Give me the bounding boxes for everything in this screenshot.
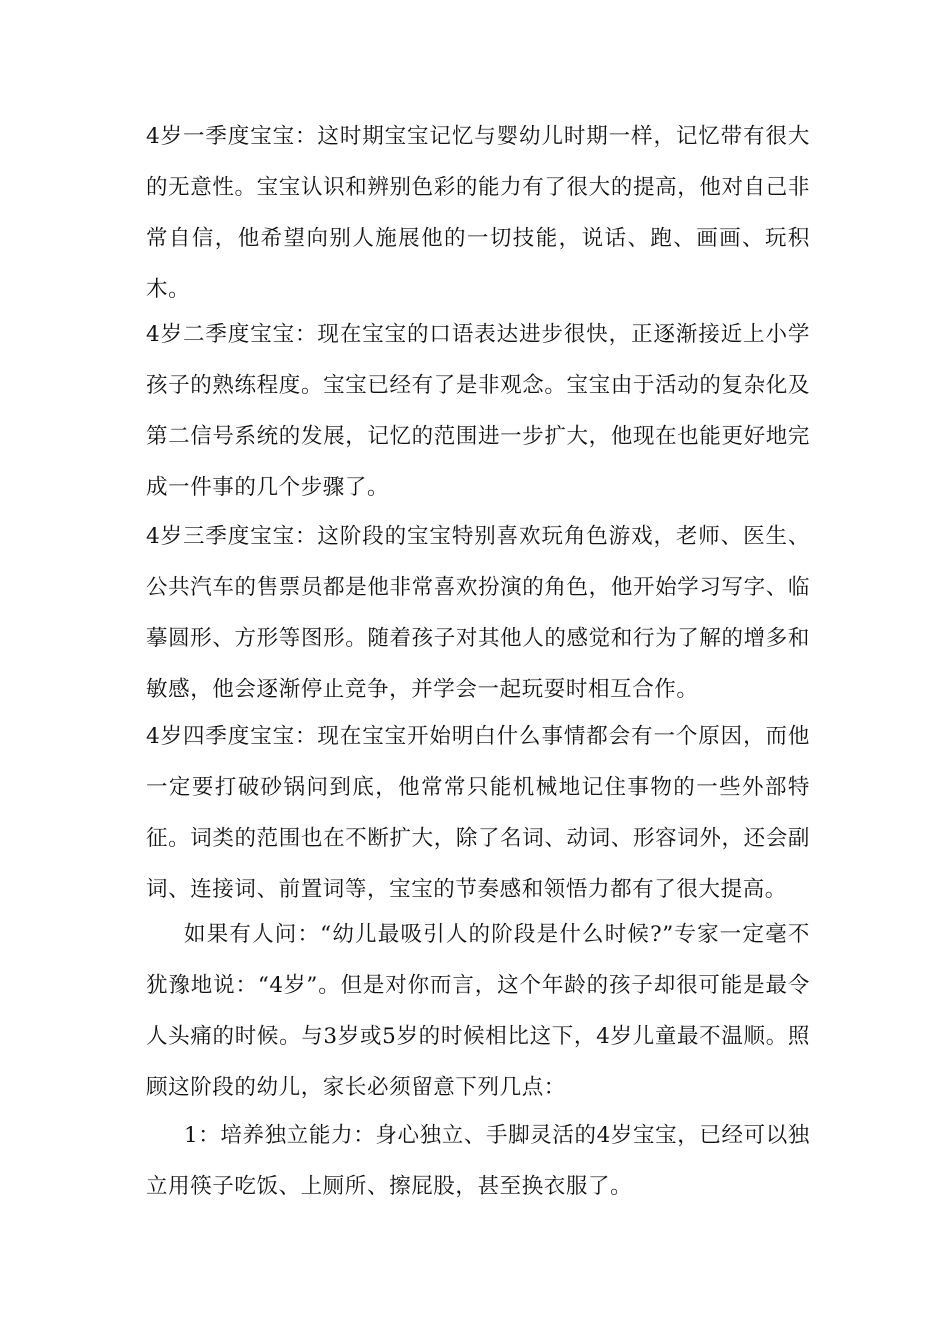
paragraph-age4-q3: 4岁三季度宝宝：这阶段的宝宝特别喜欢玩角色游戏，老师、医生、公共汽车的售票员都是他非常喜欢扮演的角色，他开始学习写字、临摹圆形、方形等图形。随着孩子对其他人的感觉和行为了解的增多和敏感，他会逐渐停止竞争，并学会一起玩耍时相互合作。 [146,524,810,702]
paragraph-intro-parenting: 如果有人问：“幼儿最吸引人的阶段是什么时候?”专家一定毫不犹豫地说：“4岁”。但是对你而言，这个年龄的孩子却很可能是最令人头痛的时候。与3岁或5岁的时候相比这下，4岁儿童最不温顺。照顾这阶段的幼儿，家长必须留意下列几点： [146,922,810,1100]
paragraph-age4-q2: 4岁二季度宝宝：现在宝宝的口语表达进步很快，正逐渐接近上小学孩子的熟练程度。宝宝已经有了是非观念。宝宝由于活动的复杂化及第二信号系统的发展，记忆的范围进一步扩大，他现在也能更好地完成一件事的几个步骤了。 [146,322,810,500]
paragraph-point-1: 1：培养独立能力：身心独立、手脚灵活的4岁宝宝，已经可以独立用筷子吃饭、上厕所、擦屁股，甚至换衣服了。 [146,1123,810,1199]
paragraph-age4-q4: 4岁四季度宝宝：现在宝宝开始明白什么事情都会有一个原因，而他一定要打破砂锅问到底，他常常只能机械地记住事物的一些外部特征。词类的范围也在不断扩大，除了名词、动词、形容词外，还会副词、连接词、前置词等，宝宝的节奏感和领悟力都有了很大提高。 [146,724,810,902]
paragraph-age4-q1: 4岁一季度宝宝：这时期宝宝记忆与婴幼儿时期一样，记忆带有很大的无意性。宝宝认识和辨别色彩的能力有了很大的提高，他对自己非常自信，他希望向别人施展他的一切技能，说话、跑、画画、玩积木。 [146,124,810,302]
